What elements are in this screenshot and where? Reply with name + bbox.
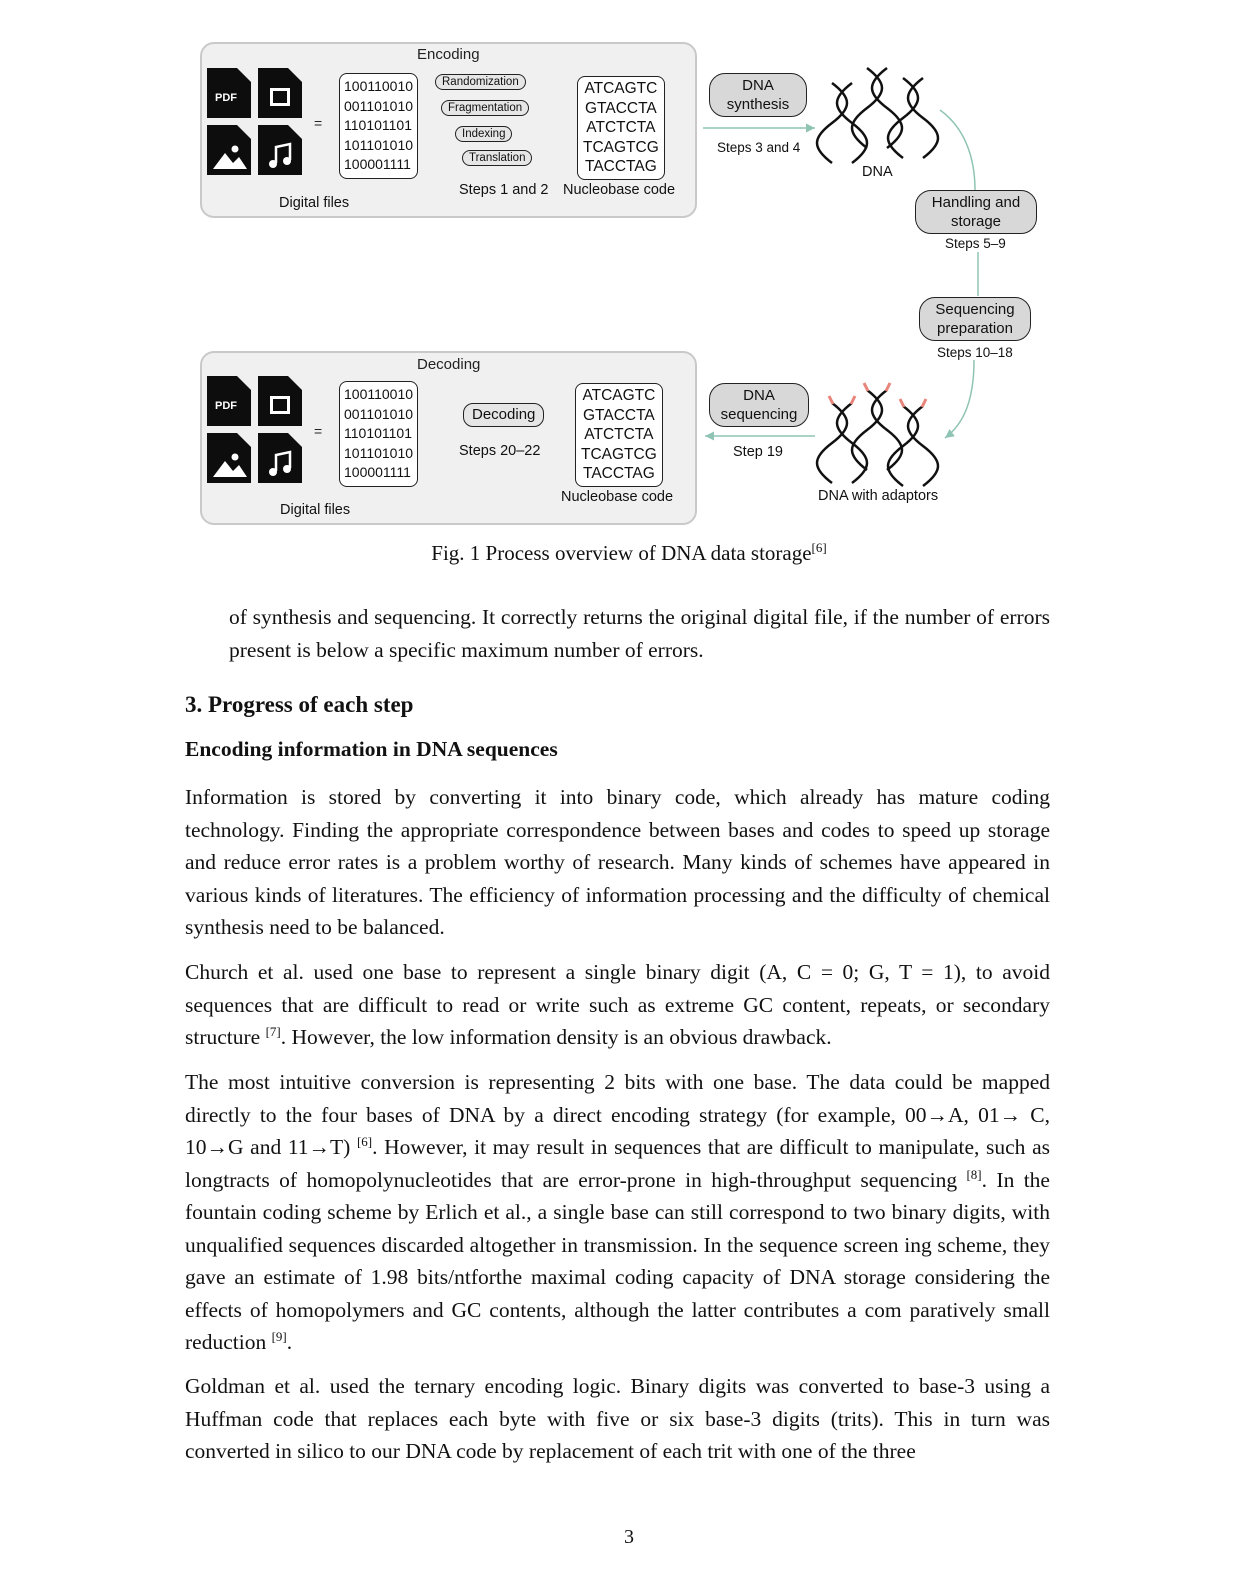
citation-ref: [6]	[356, 1133, 373, 1149]
caption-text: Fig. 1 Process overview of DNA data storage	[431, 541, 812, 565]
dna-label: DNA	[862, 164, 893, 180]
binary-code-box-top	[339, 73, 418, 179]
dna-sequencing-line2: sequencing	[720, 406, 798, 423]
figure-caption	[0, 540, 1258, 566]
para-text: . In the fountain coding scheme by Erlich et al., a single base can still correspond to two binary digits, with unqualified sequences discarded altogether in transmission. In the sequence screen ing scheme, they gave an estimate of 1.98 bits/ntforthe maximal coding capacity of DNA storage considering the effects of homopolymers and GC contents, although the latter contributes a com paratively small reduction	[185, 1167, 1050, 1354]
binary-line: 100001111	[344, 156, 411, 172]
nucleobase-line: GTACCTA	[583, 406, 655, 424]
caption-ref: [6]	[811, 540, 827, 555]
binary-line: 101101010	[344, 444, 414, 461]
dna-helix-icon	[817, 68, 938, 163]
para-text: The most intuitive conversion is representing 2 bits with one base. The data could be mapped directly to the four bases of DNA by a direct encoding strategy (for example, 00→A, 01→ C, 10→G and 11→T)	[185, 1070, 1050, 1159]
binary-line: 100110010	[344, 78, 414, 94]
steps-3-4-label: Steps 3 and 4	[717, 140, 801, 155]
section-heading: 3. Progress of each step	[185, 692, 414, 717]
nucleobase-line: TCAGTCG	[581, 445, 657, 463]
nucleobase-line: GTACCTA	[585, 99, 657, 117]
nucleobase-code-box-top	[577, 76, 665, 180]
image-file-icon	[207, 433, 251, 483]
audio-file-icon	[258, 125, 302, 175]
nucleobase-line: TACCTAG	[583, 465, 655, 482]
digital-files-label-bottom: Digital files	[280, 502, 351, 518]
seq-prep-line2: preparation	[937, 320, 1013, 337]
dna-synthesis-line2: synthesis	[726, 96, 790, 113]
nucleobase-line: ATCAGTC	[582, 387, 656, 404]
page-number: 3	[624, 1526, 634, 1548]
sequencing-preparation-node	[919, 297, 1031, 341]
step-19-label: Step 19	[733, 444, 783, 460]
handling-line2: storage	[950, 213, 1002, 230]
binary-line: 101101010	[344, 136, 414, 153]
citation-ref: [7]	[265, 1023, 281, 1039]
step-pill-randomization: Randomization	[435, 74, 526, 90]
nucleobase-line: TCAGTCG	[583, 138, 659, 156]
dna-with-adaptors-icon	[817, 383, 938, 486]
nucleobase-line: ATCTCTA	[584, 426, 654, 443]
encoding-title: Encoding	[417, 46, 480, 63]
handling-storage-node	[915, 190, 1037, 234]
binary-line: 100110010	[344, 386, 414, 402]
pdf-file-icon: PDF	[207, 68, 251, 118]
dna-synthesis-node	[709, 73, 807, 117]
seq-prep-line1: Sequencing	[935, 301, 1015, 318]
nucleobase-line: ATCTCTA	[586, 119, 656, 136]
para-text: . However, it may result in sequences that are difficult to manipulate, such as longtracts of homopolynucleotides that are error-prone in high-throughput sequencing	[185, 1135, 1050, 1192]
equals-sign: =	[314, 423, 323, 439]
digital-files-icons-top	[207, 68, 307, 178]
decoding-title: Decoding	[417, 356, 481, 373]
steps-20-22-label: Steps 20–22	[459, 443, 541, 459]
para-text: . However, the low information density is an obvious drawback.	[280, 1025, 832, 1049]
citation-ref: [9]	[271, 1328, 287, 1344]
paragraph-church	[185, 956, 1050, 1054]
handling-line1: Handling and	[931, 194, 1021, 211]
arrow-to-adaptors	[945, 360, 974, 438]
digital-files-icons-bottom	[207, 376, 307, 486]
nucleobase-code-label-top: Nucleobase code	[563, 182, 676, 198]
dna-synthesis-line1: DNA	[742, 77, 774, 94]
equals-sign: =	[314, 115, 323, 131]
subsection-heading: Encoding information in DNA sequences	[185, 737, 558, 761]
binary-code-box-bottom	[339, 381, 418, 487]
decoding-pill: Decoding	[463, 403, 544, 427]
video-file-icon	[258, 376, 302, 426]
paragraph-encoding-intro: Information is stored by converting it into binary code, which already has mature coding technology. Finding the appropriate correspondence between bases and codes to speed up storage and reduce error rates is a problem worthy of research. Many kinds of schemes have appeared in various kinds of literatures. The efficiency of information processing and the difficulty of chemical synthesis need to be balanced.	[185, 785, 1050, 939]
arrow-to-handling	[940, 110, 975, 190]
para-text: Church et al. used one base to represent a single binary digit (A, C = 0; G, T = 1), to avoid sequences that are difficult to read or write such as extreme GC content, repeats, or secondary structure	[185, 960, 1050, 1049]
video-file-icon	[258, 68, 302, 118]
steps-1-2-label: Steps 1 and 2	[459, 182, 549, 198]
binary-line: 110101101	[344, 117, 412, 133]
paragraph-continued: of synthesis and sequencing. It correctly returns the original digital file, if the number of errors present is below a specific maximum number of errors.	[229, 605, 1050, 662]
binary-line: 001101010	[344, 97, 414, 114]
image-file-icon	[207, 125, 251, 175]
step-pill-translation: Translation	[462, 150, 532, 166]
steps-5-9-label: Steps 5–9	[945, 236, 1006, 251]
binary-line: 100001111	[344, 464, 411, 480]
pdf-file-icon: PDF	[207, 376, 251, 426]
step-pill-fragmentation: Fragmentation	[441, 100, 529, 116]
dna-with-adaptors-label: DNA with adaptors	[818, 488, 939, 504]
nucleobase-line: TACCTAG	[585, 158, 657, 175]
step-pill-indexing: Indexing	[455, 126, 512, 142]
nucleobase-code-label-bottom: Nucleobase code	[561, 489, 674, 505]
dna-sequencing-node	[709, 383, 809, 427]
para-text: .	[286, 1330, 293, 1354]
audio-file-icon	[258, 433, 302, 483]
binary-line: 001101010	[344, 405, 414, 422]
paragraph-direct-encoding	[185, 1066, 1050, 1359]
nucleobase-line: ATCAGTC	[584, 80, 658, 97]
nucleobase-code-box-bottom	[575, 383, 663, 487]
dna-sequencing-line1: DNA	[743, 387, 775, 404]
binary-line: 110101101	[344, 425, 412, 441]
steps-10-18-label: Steps 10–18	[937, 345, 1013, 360]
paragraph-goldman: Goldman et al. used the ternary encoding logic. Binary digits was converted to base-3 using a Huffman code that replaces each byte with five or six base-3 digits (trits). This in turn was converted in silico to our DNA code by replacement of each trit with one of the three	[185, 1374, 1050, 1463]
citation-ref: [8]	[966, 1166, 982, 1182]
figure-dna-storage-overview	[195, 38, 1055, 538]
digital-files-label-top: Digital files	[279, 195, 350, 211]
